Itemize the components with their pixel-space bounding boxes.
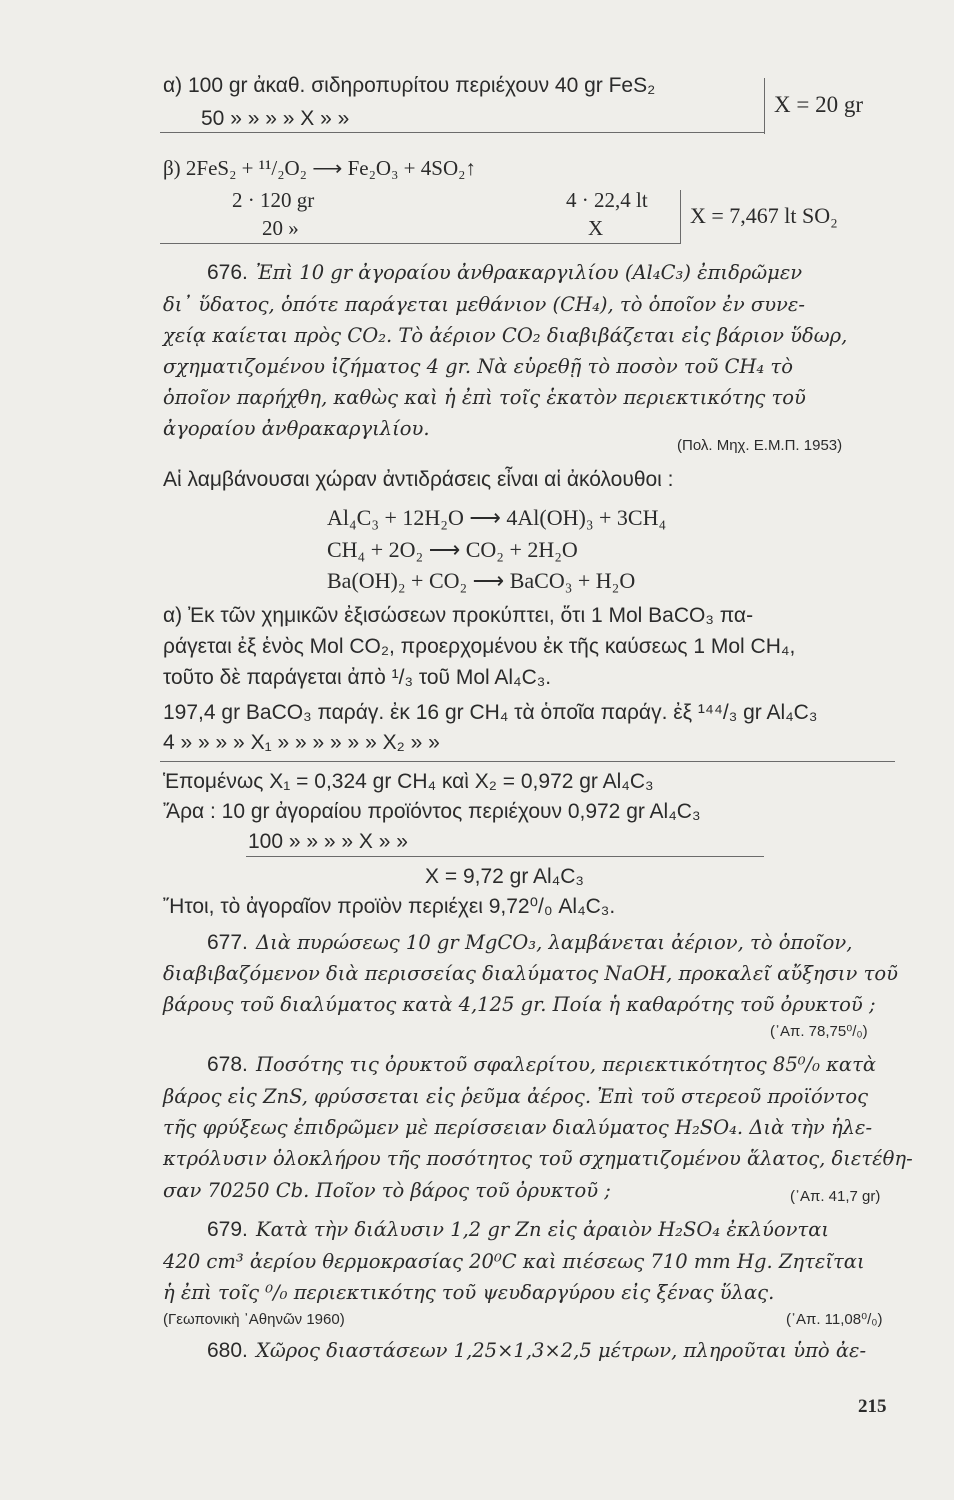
solution-a-line2: ράγεται ἐξ ἑνὸς Mol CO₂, προερχομένου ἐκ τῆς καύσεως 1 Mol CH₄, <box>163 635 796 658</box>
solution-intro: Αἱ λαμβάνουσαι χώραν ἀντιδράσεις εἶναι αἱ ἀκόλουθοι : <box>163 468 674 491</box>
equation-2: CH₄ + 2O₂ ⟶ CO₂ + 2H₂O <box>327 537 578 562</box>
problem-677-line3: βάρους τοῦ διαλύματος κατὰ 4,125 gr. Ποία ἡ καθαρότης τοῦ ὀρυκτοῦ ; <box>163 993 876 1016</box>
problem-679-source: (Γεωπονικὴ ᾿Αθηνῶν 1960) <box>163 1311 345 1328</box>
problem-679-line1: Κατὰ τὴν διάλυσιν 1,2 gr Zn εἰς ἀραιὸν H₂SO₄ ἐκλύονται <box>256 1218 830 1241</box>
problem-680-number: 680. <box>207 1339 248 1362</box>
calc-b-line2b: 4 · 22,4 lt <box>566 188 648 212</box>
divider <box>680 190 681 244</box>
divider <box>160 761 895 762</box>
calc-a-line1: α) 100 gr ἀκαθ. σιδηροπυρίτου περιέχουν 40 gr FeS₂ <box>163 74 656 97</box>
calc-b-result: X = 7,467 lt SO₂ <box>690 203 838 228</box>
conclusion-result: X = 9,72 gr Al₄C₃ <box>425 865 584 888</box>
calc-b-equation: β) 2FeS₂ + ¹¹/₂O₂ ⟶ Fe₂O₃ + 4SO₂↑ <box>163 156 476 180</box>
divider <box>160 243 680 244</box>
ratio-line1: 197,4 gr BaCO₃ παράγ. ἐκ 16 gr CH₄ τὰ ὁποῖα παράγ. ἐξ ¹⁴⁴/₃ gr Al₄C₃ <box>163 701 818 724</box>
problem-678-line2: βάρος εἰς ZnS, φρύσσεται εἰς ῥεῦμα ἀέρος. Ἐπὶ τοῦ στερεοῦ προϊόντος <box>163 1085 869 1108</box>
problem-676-line5: ὁποῖον παρήχθη, καθὼς καὶ ἡ ἐπὶ τοῖς ἑκατὸν περιεκτικότης τοῦ <box>163 386 806 409</box>
problem-676-line1: Ἐπὶ 10 gr ἀγοραίου ἀνθρακαργιλίου (Al₄C₃) ἐπιδρῶμεν <box>256 261 803 284</box>
equation-1: Al₄C₃ + 12H₂O ⟶ 4Al(OH)₃ + 3CH₄ <box>327 505 667 530</box>
problem-679-line3: ἡ ἐπὶ τοῖς ⁰/₀ περιεκτικότης τοῦ ψευδαργύρου εἰς ξένας ὕλας. <box>163 1281 775 1304</box>
conclusion-line1: Ἑπομένως X₁ = 0,324 gr CH₄ καὶ X₂ = 0,972 gr Al₄C₃ <box>163 770 654 793</box>
problem-678-line3: τῆς φρύξεως ἐπιδρῶμεν μὲ περίσσειαν διαλύματος H₂SO₄. Διὰ τὴν ἠλε- <box>163 1116 873 1139</box>
problem-678-answer: (᾿Απ. 41,7 gr) <box>790 1188 881 1205</box>
problem-679-line2: 420 cm³ ἀερίου θερμοκρασίας 20⁰C καὶ πιέσεως 710 mm Hg. Ζητεῖται <box>163 1250 865 1273</box>
problem-678-line4: κτρόλυσιν ὁλοκλήρου τῆς ποσότητος τοῦ σχηματιζομένου ἅλατος, διετέθη- <box>163 1147 913 1170</box>
divider <box>764 78 765 134</box>
divider <box>246 856 764 857</box>
problem-678-line1: Ποσότης τις ὀρυκτοῦ σφαλερίτου, περιεκτικότητος 85⁰/₀ κατὰ <box>256 1053 877 1076</box>
problem-679-answer: (᾿Απ. 11,08⁰/₀) <box>786 1311 883 1328</box>
problem-677-line1: Διὰ πυρώσεως 10 gr MgCO₃, λαμβάνεται ἀέριον, τὸ ὁποῖον, <box>256 931 853 954</box>
calc-b-line3b: X <box>588 216 604 240</box>
problem-676-line2: δι᾿ ὕδατος, ὁπότε παράγεται μεθάνιον (CH₄), τὸ ὁποῖον ἐν συνε- <box>163 293 805 316</box>
equation-3: Ba(OH)₂ + CO₂ ⟶ BaCO₃ + H₂O <box>327 568 636 593</box>
problem-676-source: (Πολ. Μηχ. Ε.Μ.Π. 1953) <box>677 437 843 454</box>
conclusion-final: Ἤτοι, τὸ ἀγοραῖον προϊὸν περιέχει 9,72⁰/₀ Al₄C₃. <box>163 895 616 918</box>
problem-677-line2: διαβιβαζόμενον διὰ περισσείας διαλύματος NaOH, προκαλεῖ αὔξησιν τοῦ <box>163 962 898 985</box>
calc-b-line3a: 20 » <box>262 216 299 240</box>
problem-676-line4: σχηματιζομένου ἰζήματος 4 gr. Νὰ εὑρεθῇ τὸ ποσὸν τοῦ CH₄ τὸ <box>163 355 793 378</box>
problem-676-line6: ἀγοραίου ἀνθρακαργιλίου. <box>163 417 430 440</box>
solution-a-line1: α) Ἐκ τῶν χημικῶν ἐξισώσεων προκύπτει, ὅτι 1 Mol BaCO₃ πα- <box>163 604 754 627</box>
problem-676-line3: χείᾳ καίεται πρὸς CO₂. Τὸ ἀέριον CO₂ διαβιβάζεται εἰς βάριον ὕδωρ, <box>163 324 848 347</box>
divider <box>160 132 764 133</box>
problem-678-number: 678. <box>207 1053 248 1076</box>
calc-b-line2a: 2 · 120 gr <box>232 188 315 212</box>
solution-a-line3: τοῦτο δὲ παράγεται ἀπὸ ¹/₃ τοῦ Mol Al₄C₃. <box>163 666 552 689</box>
problem-678-line5: σαν 70250 Cb. Ποῖον τὸ βάρος τοῦ ὀρυκτοῦ ; <box>163 1179 611 1202</box>
problem-677-answer: (᾿Απ. 78,75⁰/₀) <box>770 1023 868 1040</box>
page-number: 215 <box>858 1396 887 1417</box>
ratio-line2: 4 » » » » X₁ » » » » » » X₂ » » <box>163 731 440 754</box>
calc-a-result: X = 20 gr <box>774 92 863 117</box>
conclusion-line3: 100 » » » » X » » <box>248 830 408 853</box>
problem-680-line1: Χῶρος διαστάσεων 1,25×1,3×2,5 μέτρων, πληροῦται ὑπὸ ἀε- <box>256 1339 867 1362</box>
problem-676-number: 676. <box>207 261 248 284</box>
calc-a-line2: 50 » » » » X » » <box>201 107 350 130</box>
conclusion-line2: Ἄρα : 10 gr ἀγοραίου προϊόντος περιέχουν 0,972 gr Al₄C₃ <box>163 800 701 823</box>
problem-677-number: 677. <box>207 931 248 954</box>
problem-679-number: 679. <box>207 1218 248 1241</box>
